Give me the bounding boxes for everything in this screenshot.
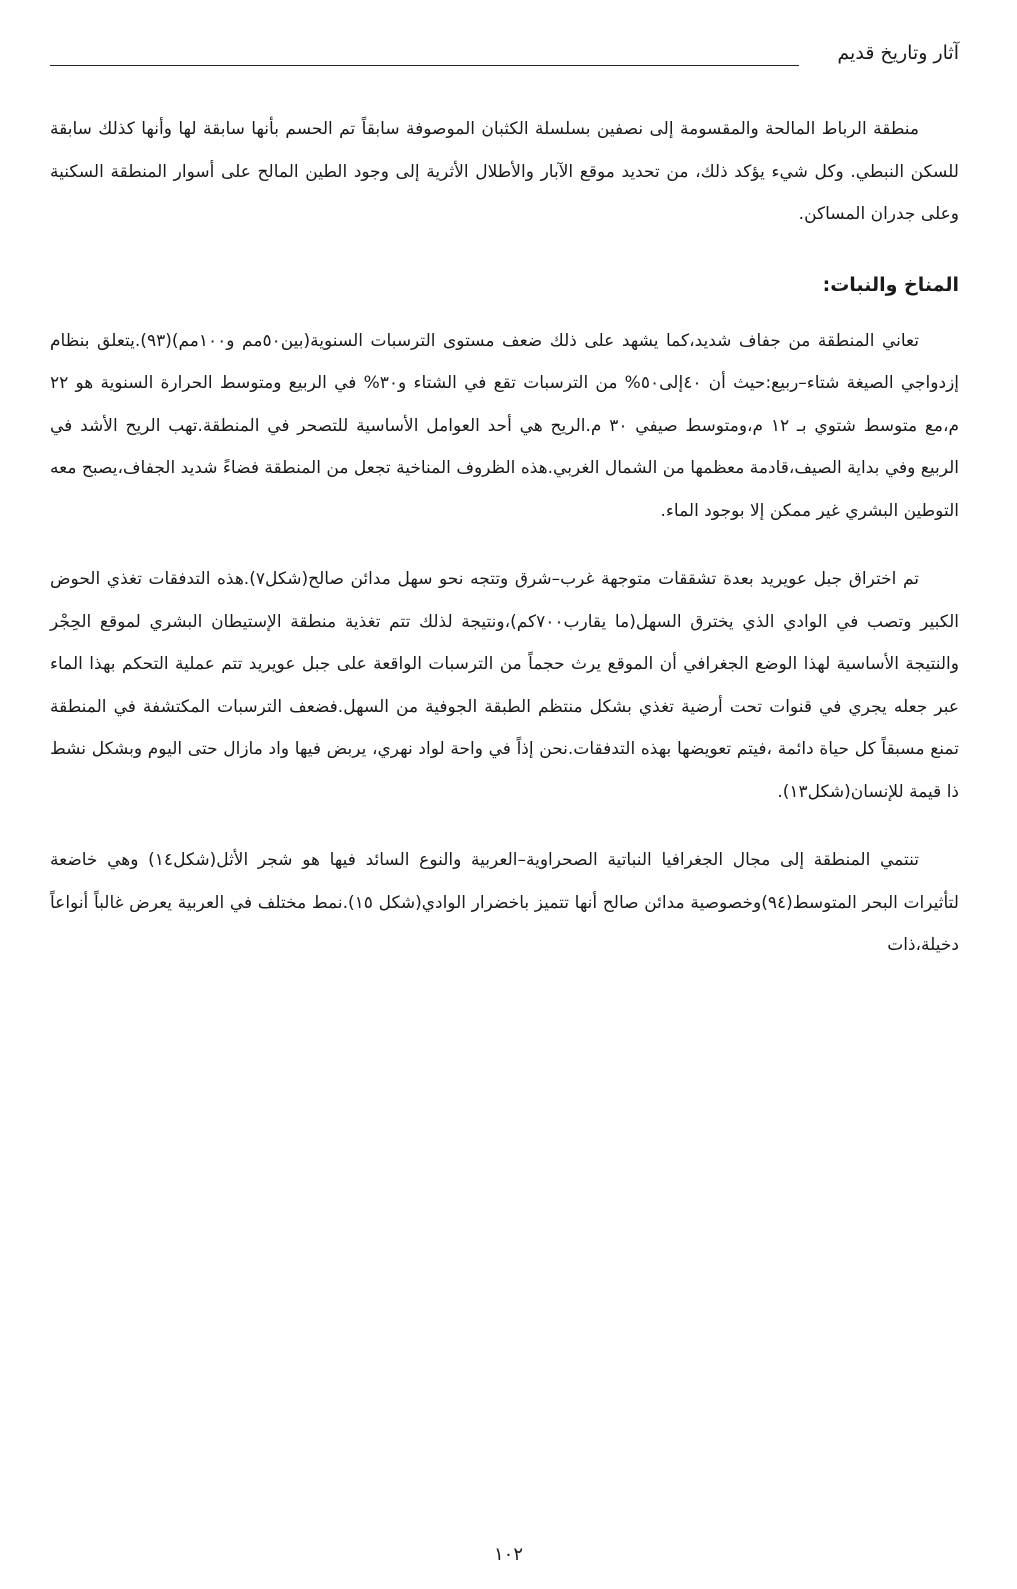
page-content	[50, 108, 959, 967]
paragraph	[50, 108, 959, 236]
running-header	[50, 40, 959, 70]
paragraph-text: تنتمي المنطقة إلى مجال الجغرافيا النباتية الصحراوية–العربية والنوع السائد فيها هو شجر الأثل(شكل١٤) وهي خاضعة لتأثيرات البحر المتوسط(٩٤)وخصوصية مدائن صالح أنها تتميز باخضرار الوادي(شكل ١٥).نمط مختلف في العربية يعرض غالباً أنواعاً دخيلة،ذات	[50, 850, 959, 955]
paragraph-text: تم اختراق جبل عويريد بعدة تشققات متوجهة غرب–شرق وتتجه نحو سهل مدائن صالح(شكل٧).هذه التدفقات تغذي الحوض الكبير وتصب في الوادي الذي يخترق السهل(ما يقارب٧٠٠كم)،ونتيجة لذلك تتم تغذية منطقة الإستيطان البشري لموقع الحِجْر والنتيجة الأساسية لهذا الوضع الجغرافي أن الموقع يرث حجماً من الترسبات الواقعة على جبل عويريد تتم عملية التحكم بهذا الماء عبر جعله يجري في قنوات تحت أرضية تغذي بشكل منتظم الطبقة الجوفية من السهل.فضعف الترسبات المكتشفة في المنطقة تمنع مسبقاً كل حياة دائمة ،فيتم تعويضها بهذه التدفقات.نحن إذاً في واحة لواد نهري، يربض فيها واد مازال حتى اليوم وبشكل نشط ذا قيمة للإنسان(شكل١٣).	[50, 569, 959, 802]
paragraph	[50, 839, 959, 967]
paragraph	[50, 320, 959, 533]
paragraph-text: منطقة الرباط المالحة والمقسومة إلى نصفين بسلسلة الكثبان الموصوفة سابقاً تم الحسم بأنها سابقة لها وأنها كذلك سابقة للسكن النبطي. وكل شيء يؤكد ذلك، من تحديد موقع الآبار والأطلال الأثرية إلى وجود الطين المالح على أسوار المنطقة السكنية وعلى جدران المساكن.	[50, 119, 959, 224]
paragraph	[50, 558, 959, 813]
running-header-title: آثار وتاريخ قديم	[837, 42, 959, 64]
header-rule	[50, 65, 799, 66]
section-heading: المناخ والنبات:	[822, 273, 959, 296]
page-number: ١٠٢	[493, 1544, 523, 1565]
paragraph-text: تعاني المنطقة من جفاف شديد،كما يشهد على ذلك ضعف مستوى الترسبات السنوية(بين٥٠مم و١٠٠مم)(٩٣).يتعلق بنظام إزدواجي الصيغة شتاء–ربيع:حيث أن ٤٠إلى٥٠% من الترسبات تقع في الشتاء و٣٠% في الربيع ومتوسط الحرارة السنوية هو ٢٢ م،مع متوسط شتوي بـ ١٢ م،ومتوسط صيفي ٣٠ م.الريح هي أحد العوامل الأساسية للتصحر في المنطقة.تهب الريح الأشد في الربيع وفي بداية الصيف،قادمة معظمها من الشمال الغربي.هذه الظروف المناخية تجعل من المنطقة فضاءً شديد الجفاف،يصبح معه التوطين البشري غير ممكن إلا بوجود الماء.	[50, 330, 960, 521]
